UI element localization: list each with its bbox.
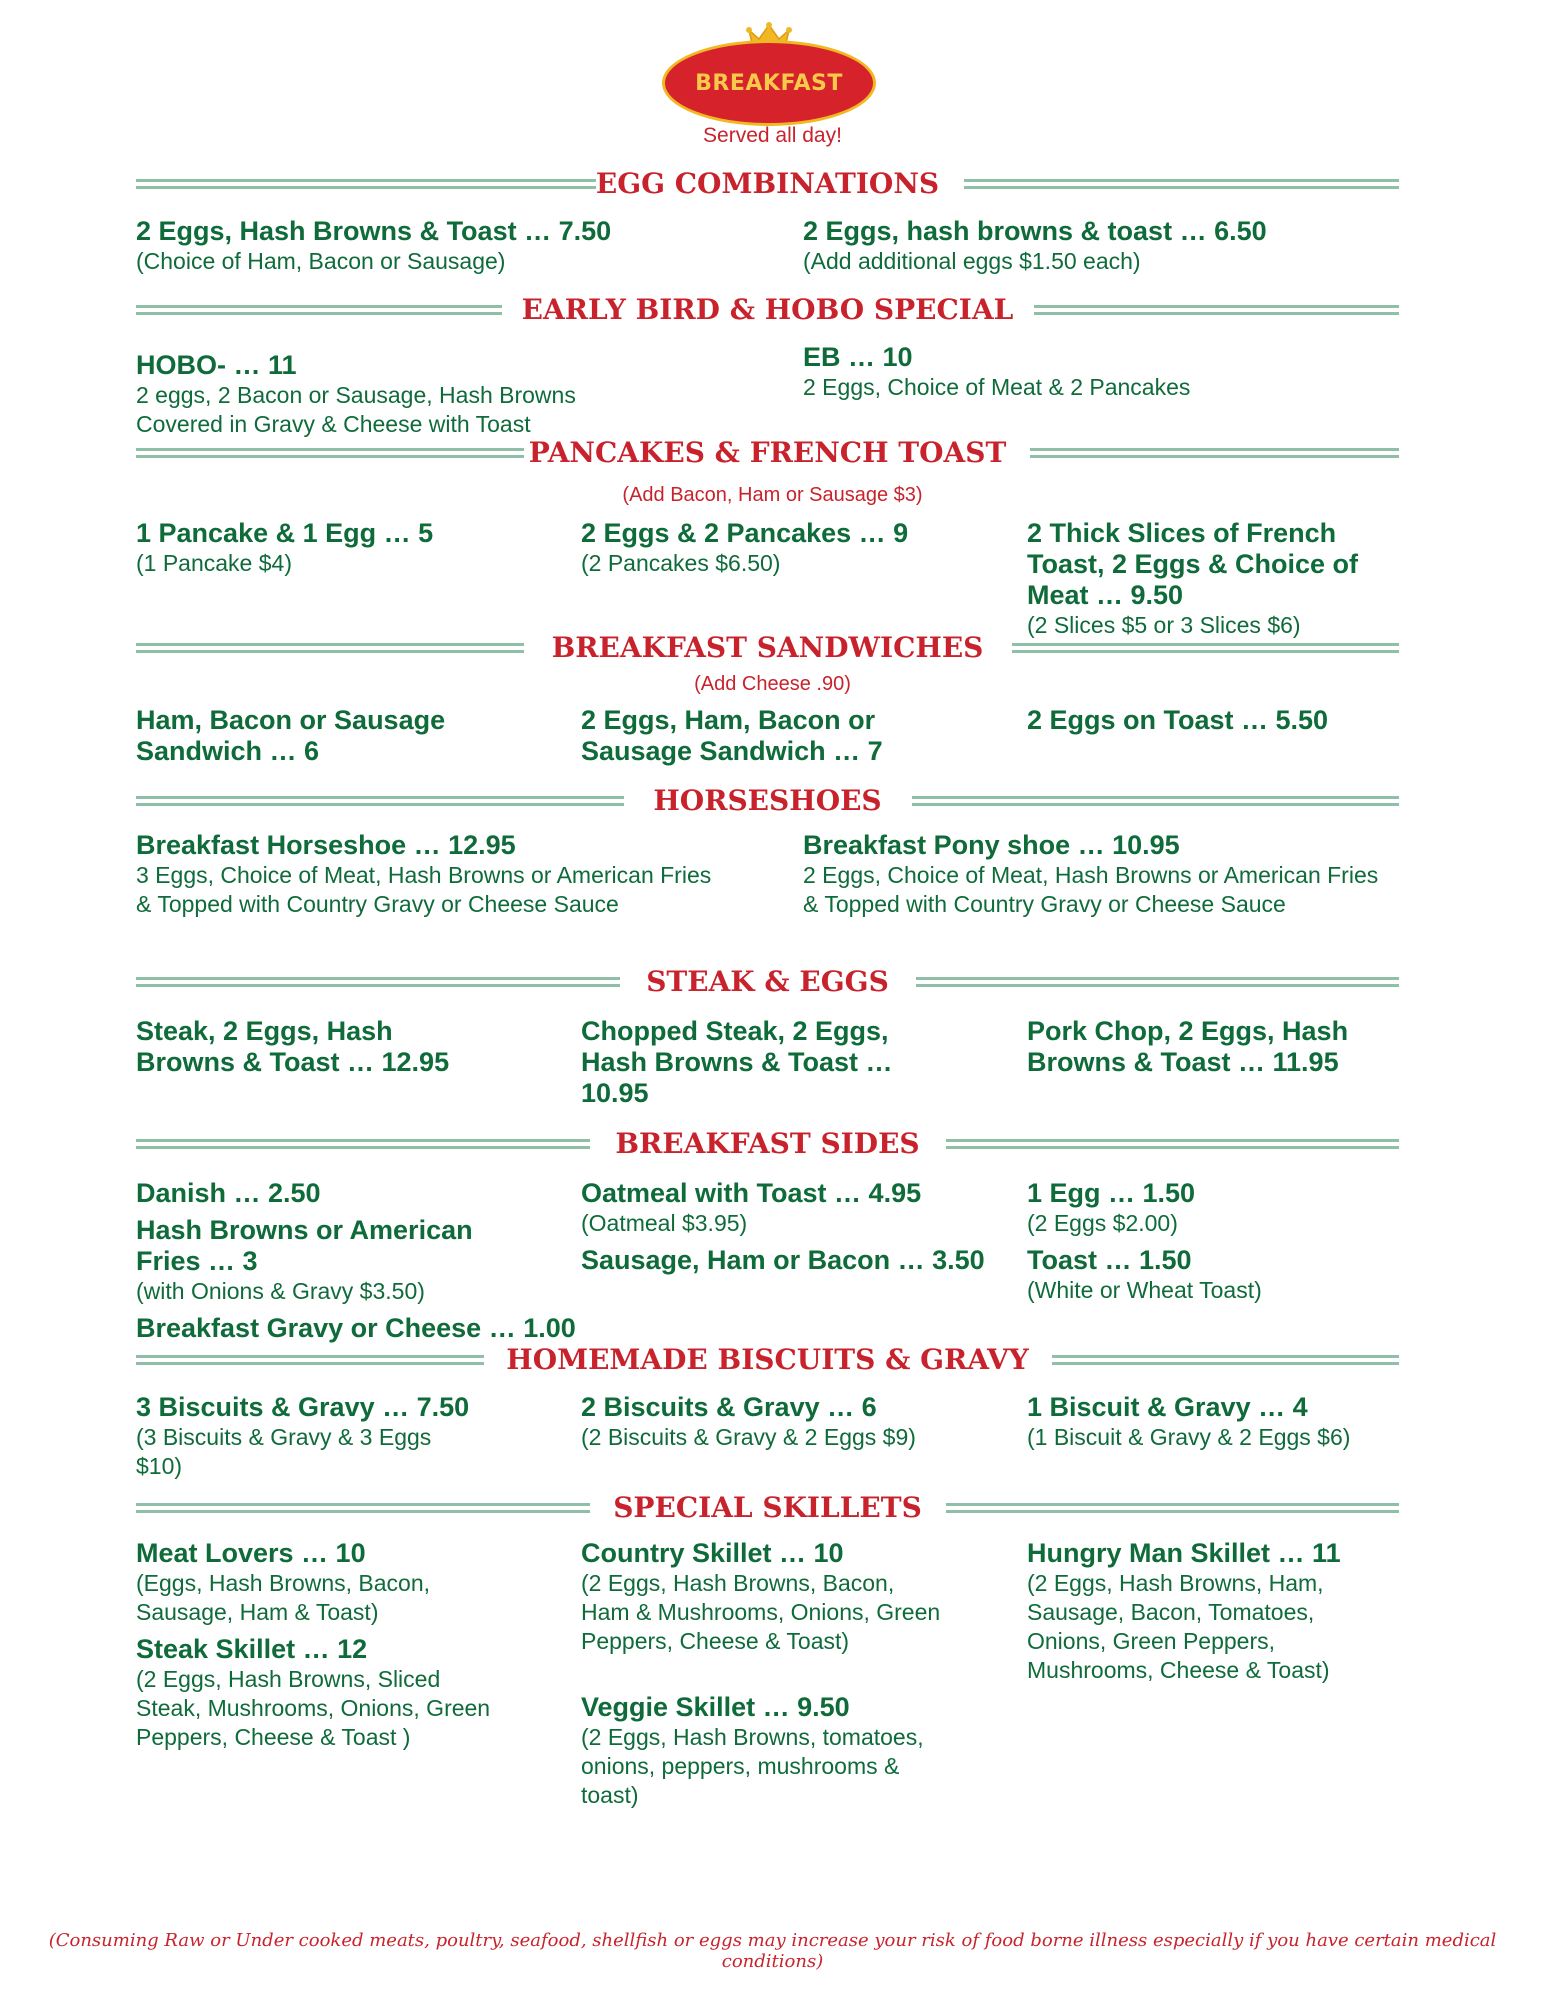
menu-item [136, 1016, 496, 1078]
menu-item [581, 1538, 941, 1656]
menu-item [1027, 1245, 1397, 1305]
menu-item [581, 1245, 1011, 1276]
menu-item [1027, 1392, 1407, 1452]
item-name: Veggie Skillet … 9.50 [581, 1692, 850, 1722]
item-description: (3 Biscuits & Gravy & 3 Eggs $10) [136, 1424, 432, 1479]
item-description: (2 Pancakes $6.50) [581, 550, 781, 576]
section-title: PANCAKES & FRENCH TOAST [528, 436, 1007, 469]
section-note: (Add Bacon, Ham or Sausage $3) [622, 484, 923, 506]
menu-item [581, 1692, 941, 1810]
item-name: Chopped Steak, 2 Eggs, Hash Browns & Toast … 10.95 [581, 1016, 893, 1108]
menu-item [136, 830, 726, 919]
section-header-sandwiches [136, 631, 1399, 665]
item-name: Breakfast Horseshoe … 12.95 [136, 830, 516, 860]
section-note: (Add Cheese .90) [694, 673, 851, 695]
item-name: Ham, Bacon or Sausage Sandwich … 6 [136, 705, 446, 766]
item-description: (2 Eggs, Hash Browns, Sliced Steak, Mushrooms, Onions, Green Peppers, Cheese & Toast ) [136, 1666, 491, 1750]
menu-item [581, 518, 1001, 578]
tagline: Served all day! [703, 124, 842, 147]
menu-item [136, 216, 776, 276]
item-name: 2 Eggs & 2 Pancakes … 9 [581, 518, 909, 548]
item-name: 1 Biscuit & Gravy … 4 [1027, 1392, 1308, 1422]
section-title: BREAKFAST SIDES [615, 1127, 920, 1160]
menu-item [136, 1313, 836, 1344]
item-name: Oatmeal with Toast … 4.95 [581, 1178, 922, 1208]
item-name: 2 Eggs on Toast … 5.50 [1027, 705, 1329, 735]
item-name: Hash Browns or American Fries … 3 [136, 1215, 473, 1276]
menu-item [803, 216, 1403, 276]
item-description: (2 Slices $5 or 3 Slices $6) [1027, 612, 1301, 638]
section-header-skillets [136, 1491, 1399, 1525]
item-name: Breakfast Pony shoe … 10.95 [803, 830, 1180, 860]
item-name: Country Skillet … 10 [581, 1538, 844, 1568]
breakfast-badge [662, 22, 876, 126]
item-name: 2 Eggs, hash browns & toast … 6.50 [803, 216, 1267, 246]
menu-item [1027, 518, 1397, 640]
menu-item [136, 1178, 556, 1209]
section-header-biscuits [136, 1343, 1399, 1377]
item-name: Sausage, Ham or Bacon … 3.50 [581, 1245, 985, 1275]
item-description: (1 Pancake $4) [136, 550, 292, 576]
item-name: Toast … 1.50 [1027, 1245, 1192, 1275]
item-description: (2 Eggs, Hash Browns, Bacon, Ham & Mushrooms, Onions, Green Peppers, Cheese & Toast) [581, 1570, 941, 1654]
menu-item [136, 705, 516, 767]
menu-item [136, 1538, 496, 1627]
item-description: (Choice of Ham, Bacon or Sausage) [136, 248, 506, 274]
menu-item [581, 1178, 1011, 1238]
menu-item [803, 830, 1393, 919]
item-name: Hungry Man Skillet … 11 [1027, 1538, 1341, 1568]
health-disclaimer: (Consuming Raw or Under cooked meats, poultry, seafood, shellfish or eggs may increase your risk of food borne illness especially if you have certain medical conditions) [48, 1930, 1497, 1972]
section-header-egg-combinations [136, 167, 1399, 201]
item-name: 1 Pancake & 1 Egg … 5 [136, 518, 434, 548]
section-title: HOMEMADE BISCUITS & GRAVY [506, 1343, 1029, 1376]
item-name: Steak, 2 Eggs, Hash Browns & Toast … 12.95 [136, 1016, 450, 1077]
item-description: (Add additional eggs $1.50 each) [803, 248, 1141, 274]
item-description: (Eggs, Hash Browns, Bacon, Sausage, Ham & Toast) [136, 1570, 431, 1625]
item-description: (1 Biscuit & Gravy & 2 Eggs $6) [1027, 1424, 1351, 1450]
section-title: EGG COMBINATIONS [595, 167, 940, 200]
item-description: (2 Biscuits & Gravy & 2 Eggs $9) [581, 1424, 916, 1450]
item-name: HOBO- … 11 [136, 350, 297, 380]
menu-item [581, 1016, 921, 1109]
item-name: EB … 10 [803, 342, 913, 372]
section-header-steak-eggs [136, 965, 1399, 999]
badge-title: BREAKFAST [695, 70, 843, 96]
item-name: 2 Eggs, Ham, Bacon or Sausage Sandwich … 7 [581, 705, 883, 766]
item-description: 3 Eggs, Choice of Meat, Hash Browns or American Fries & Topped with Country Gravy or Cheese Sauce [136, 862, 712, 917]
item-name: Danish … 2.50 [136, 1178, 321, 1208]
menu-item [136, 1392, 476, 1481]
item-description: (White or Wheat Toast) [1027, 1277, 1262, 1303]
menu-item [803, 342, 1363, 402]
menu-item [136, 350, 656, 439]
section-header-pancakes [136, 436, 1399, 470]
menu-item [1027, 1178, 1397, 1238]
item-name: 3 Biscuits & Gravy … 7.50 [136, 1392, 470, 1422]
item-description: (Oatmeal $3.95) [581, 1210, 748, 1236]
menu-item [1027, 1016, 1387, 1078]
section-header-horseshoes [136, 784, 1399, 818]
item-description: (with Onions & Gravy $3.50) [136, 1278, 425, 1304]
item-description: (2 Eggs, Hash Browns, tomatoes, onions, peppers, mushrooms & toast) [581, 1724, 924, 1808]
menu-item [1027, 705, 1397, 736]
section-title: STEAK & EGGS [646, 965, 889, 998]
item-description: 2 Eggs, Choice of Meat & 2 Pancakes [803, 374, 1191, 400]
badge-oval [662, 40, 876, 126]
section-header-early-bird [136, 293, 1399, 327]
section-title: BREAKFAST SANDWICHES [551, 631, 984, 664]
menu-item [136, 518, 556, 578]
item-name: Breakfast Gravy or Cheese … 1.00 [136, 1313, 576, 1343]
menu-item [581, 1392, 921, 1452]
section-title: SPECIAL SKILLETS [613, 1491, 922, 1524]
item-name: Pork Chop, 2 Eggs, Hash Browns & Toast … 11.95 [1027, 1016, 1349, 1077]
item-name: 1 Egg … 1.50 [1027, 1178, 1196, 1208]
item-name: 2 Biscuits & Gravy … 6 [581, 1392, 877, 1422]
menu-item [1027, 1538, 1387, 1685]
item-description: 2 eggs, 2 Bacon or Sausage, Hash Browns Covered in Gravy & Cheese with Toast [136, 382, 576, 437]
section-header-sides [136, 1127, 1399, 1161]
item-description: 2 Eggs, Choice of Meat, Hash Browns or American Fries & Topped with Country Gravy or Cheese Sauce [803, 862, 1379, 917]
menu-item [136, 1634, 496, 1752]
menu-item [581, 705, 961, 767]
item-name: 2 Eggs, Hash Browns & Toast … 7.50 [136, 216, 612, 246]
menu-item [136, 1215, 516, 1306]
section-title: HORSESHOES [653, 784, 882, 817]
item-name: Steak Skillet … 12 [136, 1634, 368, 1664]
item-description: (2 Eggs, Hash Browns, Ham, Sausage, Bacon, Tomatoes, Onions, Green Peppers, Mushrooms, Cheese & Toast) [1027, 1570, 1330, 1683]
item-name: 2 Thick Slices of French Toast, 2 Eggs & Choice of Meat … 9.50 [1027, 518, 1359, 610]
item-description: (2 Eggs $2.00) [1027, 1210, 1178, 1236]
section-title: EARLY BIRD & HOBO SPECIAL [521, 293, 1014, 326]
item-name: Meat Lovers … 10 [136, 1538, 366, 1568]
